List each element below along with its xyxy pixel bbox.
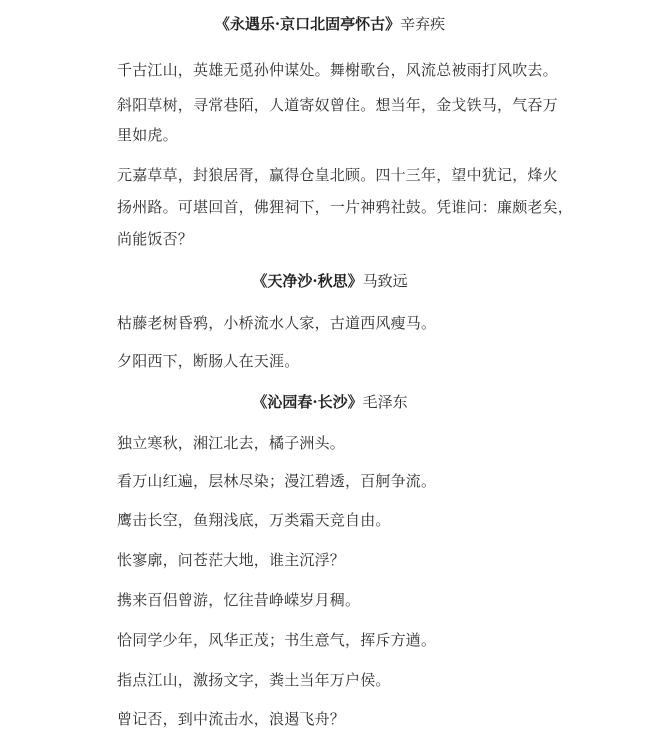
poem-line: 恰同学少年，风华正茂；书生意气，挥斥方遒。 bbox=[117, 631, 437, 649]
poem-line: 元嘉草草，封狼居胥，赢得仓皇北顾。四十三年，望中犹记，烽火 bbox=[117, 166, 558, 184]
poem-line: 携来百侣曾游，忆往昔峥嵘岁月稠。 bbox=[117, 591, 361, 609]
poem-line: 夕阳西下，断肠人在天涯。 bbox=[117, 352, 300, 370]
poem-line: 鹰击长空，鱼翔浅底，万类霜天竞自由。 bbox=[117, 511, 391, 529]
poem-line: 斜阳草树，寻常巷陌，人道寄奴曾住。想当年，金戈铁马，气吞万 bbox=[117, 96, 558, 114]
poem-title-qinyuanchun bbox=[0, 392, 660, 412]
poem-line: 独立寒秋，湘江北去，橘子洲头。 bbox=[117, 434, 346, 452]
poem-title-yongyule bbox=[0, 14, 660, 34]
poem-author: 毛泽东 bbox=[362, 393, 408, 411]
poem-line: 怅寥廓，问苍茫大地，谁主沉浮？ bbox=[117, 551, 346, 569]
poem-title-text: 《沁园春·长沙》 bbox=[252, 393, 363, 411]
poem-line: 指点江山，激扬文字，粪土当年万户侯。 bbox=[117, 671, 391, 689]
poem-line: 枯藤老树昏鸦，小桥流水人家，古道西风瘦马。 bbox=[117, 314, 437, 332]
poem-author: 辛弃疾 bbox=[400, 15, 446, 33]
poem-line: 曾记否，到中流击水，浪遏飞舟？ bbox=[117, 710, 346, 728]
poem-title-text: 《永遇乐·京口北固亭怀古》 bbox=[214, 15, 401, 33]
poem-line: 千古江山，英雄无觅孙仲谋处。舞榭歌台，风流总被雨打风吹去。 bbox=[117, 61, 558, 79]
poem-line: 扬州路。可堪回首，佛狸祠下，一片神鸦社鼓。凭谁问：廉颇老矣， bbox=[117, 198, 574, 216]
poem-line: 里如虎。 bbox=[117, 126, 178, 144]
poem-title-tianjingsha bbox=[0, 271, 660, 291]
poem-author: 马致远 bbox=[362, 272, 408, 290]
poem-line: 看万山红遍，层林尽染；漫江碧透，百舸争流。 bbox=[117, 472, 437, 490]
poem-line: 尚能饭否？ bbox=[117, 230, 194, 248]
poem-title-text: 《天净沙·秋思》 bbox=[252, 272, 363, 290]
